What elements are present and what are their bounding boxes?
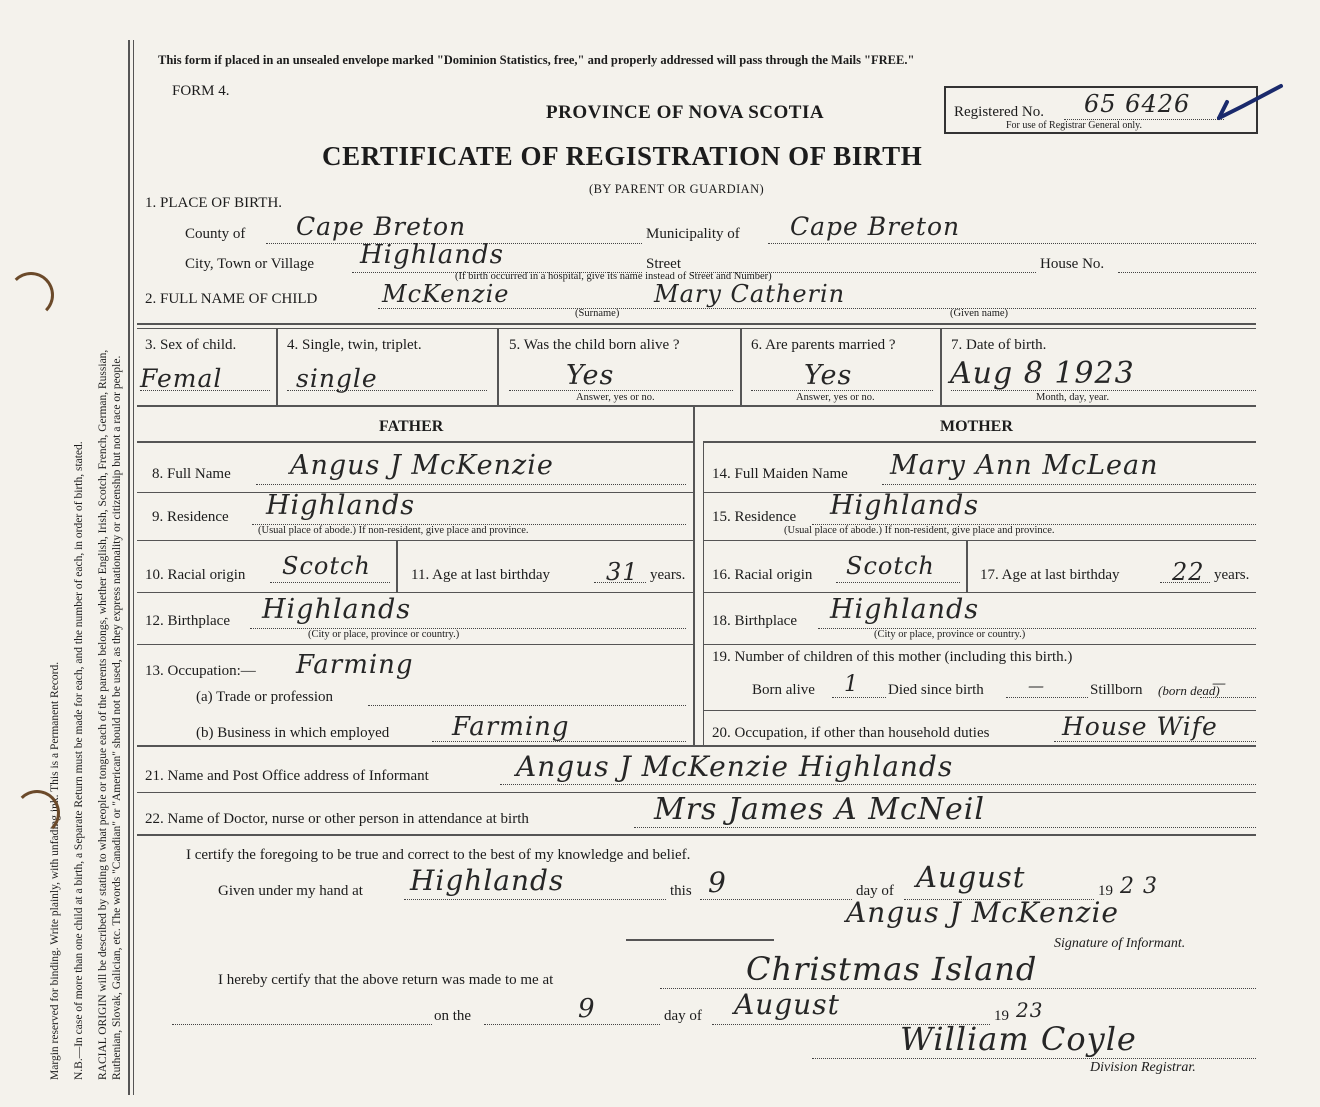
rule-certification-top xyxy=(137,834,1256,836)
given-day-value: 9 xyxy=(708,866,727,899)
street-label: Street xyxy=(646,256,681,272)
father-trade-line xyxy=(368,705,686,706)
mother-residence-value: Highlands xyxy=(830,490,980,521)
father-business-label: (b) Business in which employed xyxy=(196,725,390,741)
rule-top-row-2 xyxy=(137,328,1256,329)
father-rule-4 xyxy=(137,644,693,645)
father-trade-label: (a) Trade or profession xyxy=(196,689,334,705)
date-of-birth-value: Aug 8 1923 xyxy=(950,356,1135,391)
father-birthplace-label: 12. Birthplace xyxy=(145,613,230,629)
margin-note-2: N.B.—In case of more than one child at a birth, a Separate Return must be made for each, and the number of each, in order of birth, stated. xyxy=(73,441,85,1080)
mother-heading-rule xyxy=(703,441,1256,443)
short-rule xyxy=(626,939,774,941)
born-alive-count-label: Born alive xyxy=(752,682,815,698)
father-racial-label: 10. Racial origin xyxy=(145,567,246,583)
certificate-subtitle: (BY PARENT OR GUARDIAN) xyxy=(589,182,765,196)
stillborn-line xyxy=(1200,697,1256,698)
registrar-statement: I hereby certify that the above return was made to me at xyxy=(218,972,554,988)
father-rule-2 xyxy=(137,540,693,541)
county-label: County of xyxy=(185,226,246,242)
mother-rule-5 xyxy=(703,710,1256,711)
city-value: Highlands xyxy=(360,240,504,270)
father-occupation-label: 13. Occupation:— xyxy=(145,663,256,679)
binding-hole-top xyxy=(8,272,54,318)
mother-occupation-value: House Wife xyxy=(1062,712,1218,741)
sex-label: 3. Sex of child. xyxy=(145,337,237,353)
margin-rule xyxy=(128,40,130,1095)
margin-note-3: RACIAL ORIGIN will be described by stating to what people or tongue each of the parents belongs, whether English, Irish, Scotch, French, German, Russian, xyxy=(97,349,109,1080)
born-alive-line xyxy=(509,390,733,391)
died-since-birth-line xyxy=(1006,697,1088,698)
place-of-birth-heading: 1. PLACE OF BIRTH. xyxy=(145,195,283,211)
doctor-line xyxy=(634,827,1256,828)
parents-married-note: Answer, yes or no. xyxy=(796,392,875,403)
informant-line xyxy=(500,784,1256,785)
mother-birthplace-value: Highlands xyxy=(830,594,980,625)
children-count-label: 19. Number of children of this mother (including this birth.) xyxy=(712,649,1073,665)
parents-married-value: Yes xyxy=(804,360,853,391)
father-age-label: 11. Age at last birthday xyxy=(411,567,550,583)
father-occupation-value: Farming xyxy=(296,650,414,680)
father-heading-rule xyxy=(137,441,693,443)
date-of-birth-label: 7. Date of birth. xyxy=(951,337,1047,353)
father-rule-3 xyxy=(137,592,693,593)
form-number: FORM 4. xyxy=(172,83,230,99)
born-alive-value: Yes xyxy=(566,360,615,391)
mother-racial-label: 16. Racial origin xyxy=(712,567,813,583)
father-racial-value: Scotch xyxy=(282,552,371,580)
father-birthplace-note: (City or place, province or country.) xyxy=(308,629,460,640)
given-day-line xyxy=(700,899,852,900)
house-no-label: House No. xyxy=(1040,256,1105,272)
mother-age-value: 22 xyxy=(1172,558,1205,586)
mother-residence-label: 15. Residence xyxy=(712,509,797,525)
mother-occupation-line xyxy=(1054,741,1256,742)
informant-signature: Angus J McKenzie xyxy=(846,896,1120,929)
registrar-day-value: 9 xyxy=(578,994,596,1024)
father-heading: FATHER xyxy=(379,418,444,435)
child-name-line xyxy=(378,308,1256,309)
father-residence-value: Highlands xyxy=(266,490,416,521)
center-divider xyxy=(693,405,695,745)
multiple-birth-line xyxy=(287,390,487,391)
date-of-birth-line xyxy=(951,390,1256,391)
registrar-day-of-label: day of xyxy=(664,1008,702,1024)
father-name-label: 8. Full Name xyxy=(152,466,231,482)
divider-4-5 xyxy=(497,328,499,406)
mother-racial-value: Scotch xyxy=(846,552,935,580)
child-given-value: Mary Catherin xyxy=(654,280,846,308)
mother-left-rule xyxy=(703,441,704,745)
stillborn-note: (born dead) xyxy=(1158,683,1220,698)
divider-3-4 xyxy=(276,328,278,406)
stillborn-label: Stillborn xyxy=(1090,682,1143,698)
registered-no-label: Registered No. xyxy=(954,104,1044,120)
born-alive-note: Answer, yes or no. xyxy=(576,392,655,403)
father-age-value: 31 xyxy=(606,558,639,586)
margin-note-4: Ruthenian, Slovak, Galician, etc. The words "Canadian" or "American" should not be used, as they express nationality or citizenship but not a race or people. xyxy=(111,355,123,1080)
margin-note-1: Margin reserved for binding. Write plainly, with unfading ink. This is a Permanent Record. xyxy=(49,661,61,1080)
given-year-value: 2 3 xyxy=(1120,874,1158,899)
rule-informant-top xyxy=(137,745,1256,747)
informant-signature-label: Signature of Informant. xyxy=(1054,936,1186,951)
father-residence-note: (Usual place of abode.) If non-resident, give place and province. xyxy=(258,525,529,536)
sex-value: Femal xyxy=(140,364,223,393)
father-birthplace-value: Highlands xyxy=(262,594,412,625)
rule-top-row xyxy=(137,323,1256,325)
registrar-signature-line xyxy=(812,1058,1256,1059)
hospital-note: (If birth occurred in a hospital, give its name instead of Street and Number) xyxy=(455,271,772,282)
born-alive-label: 5. Was the child born alive ? xyxy=(509,337,680,353)
doctor-value: Mrs James A McNeil xyxy=(654,792,985,827)
surname-note: (Surname) xyxy=(575,308,620,319)
day-of-label: day of xyxy=(856,883,894,899)
municipality-label: Municipality of xyxy=(646,226,740,242)
checkmark-icon xyxy=(1215,80,1285,125)
mail-notice: This form if placed in an unsealed envelope marked "Dominion Statistics, free," and properly addressed will pass through the Mails "FREE." xyxy=(158,53,915,67)
mother-residence-note: (Usual place of abode.) If non-resident, give place and province. xyxy=(784,525,1055,536)
registrar-place-value: Christmas Island xyxy=(746,950,1038,988)
city-label: City, Town or Village xyxy=(185,256,315,272)
registrar-month-value: August xyxy=(734,988,840,1021)
multiple-birth-value: single xyxy=(296,364,378,393)
mother-racial-line xyxy=(836,582,960,583)
child-surname-value: McKenzie xyxy=(382,280,510,308)
died-since-birth-value: — xyxy=(1028,676,1045,695)
rule-parents-top xyxy=(137,405,1256,407)
mother-birthplace-label: 18. Birthplace xyxy=(712,613,797,629)
father-name-line xyxy=(256,484,686,485)
given-name-note: (Given name) xyxy=(950,308,1009,319)
municipality-line xyxy=(768,243,1256,244)
father-business-value: Farming xyxy=(452,712,570,742)
mother-heading: MOTHER xyxy=(940,418,1013,435)
sex-line xyxy=(140,390,270,391)
on-the-lead-line xyxy=(172,1024,432,1025)
house-no-line xyxy=(1118,272,1256,273)
given-place-line xyxy=(404,899,666,900)
binding-hole-bottom xyxy=(14,790,60,836)
born-alive-count-value: 1 xyxy=(844,672,859,697)
father-racial-divider xyxy=(396,541,398,593)
divider-6-7 xyxy=(940,328,942,406)
parents-married-line xyxy=(751,390,933,391)
county-value: Cape Breton xyxy=(296,212,467,241)
mother-rule-1 xyxy=(703,492,1256,493)
registrar-year-prefix: 19 xyxy=(994,1008,1009,1024)
registrar-day-line xyxy=(484,1024,660,1025)
born-alive-count-line xyxy=(832,697,886,698)
given-month-value: August xyxy=(916,860,1026,894)
registrar-year-value: 23 xyxy=(1016,998,1044,1022)
given-under-hand-label: Given under my hand at xyxy=(218,883,363,899)
mother-rule-3 xyxy=(703,592,1256,593)
stillborn-value: — xyxy=(1212,676,1227,692)
certificate-title: CERTIFICATE OF REGISTRATION OF BIRTH xyxy=(322,141,923,171)
mother-name-line xyxy=(882,484,1256,485)
registrar-general-note: For use of Registrar General only. xyxy=(1006,120,1142,131)
mother-age-label: 17. Age at last birthday xyxy=(980,567,1120,583)
doctor-label: 22. Name of Doctor, nurse or other person in attendance at birth xyxy=(145,811,529,827)
father-racial-line xyxy=(270,582,390,583)
mother-name-label: 14. Full Maiden Name xyxy=(712,466,848,482)
registrar-signature: William Coyle xyxy=(900,1020,1137,1058)
this-label: this xyxy=(670,883,692,899)
certify-statement: I certify the foregoing to be true and correct to the best of my knowledge and belief. xyxy=(186,847,691,863)
father-name-value: Angus J McKenzie xyxy=(290,450,554,481)
parents-married-label: 6. Are parents married ? xyxy=(751,337,896,353)
registered-no-value: 65 6426 xyxy=(1084,90,1191,118)
informant-label: 21. Name and Post Office address of Informant xyxy=(145,768,429,784)
mother-rule-4 xyxy=(703,644,1256,645)
given-year-prefix: 19 xyxy=(1098,883,1113,899)
mother-occupation-label: 20. Occupation, if other than household duties xyxy=(712,725,990,741)
mother-age-unit: years. xyxy=(1214,567,1250,583)
informant-value: Angus J McKenzie Highlands xyxy=(516,750,954,783)
on-the-label: on the xyxy=(434,1008,472,1024)
given-place-value: Highlands xyxy=(410,864,565,897)
father-age-unit: years. xyxy=(650,567,686,583)
margin-rule-inner xyxy=(133,40,134,1095)
mother-rule-2 xyxy=(703,540,1256,541)
multiple-birth-label: 4. Single, twin, triplet. xyxy=(287,337,422,353)
died-since-birth-label: Died since birth xyxy=(888,682,984,698)
province-heading: PROVINCE OF NOVA SCOTIA xyxy=(546,102,825,123)
mother-name-value: Mary Ann McLean xyxy=(890,450,1159,481)
registration-box xyxy=(944,86,1258,134)
municipality-value: Cape Breton xyxy=(790,212,961,241)
mother-birthplace-note: (City or place, province or country.) xyxy=(874,629,1026,640)
division-registrar-label: Division Registrar. xyxy=(1090,1060,1196,1075)
date-of-birth-note: Month, day, year. xyxy=(1036,392,1110,403)
mother-racial-divider xyxy=(966,541,968,593)
child-name-label: 2. FULL NAME OF CHILD xyxy=(145,291,318,307)
father-residence-label: 9. Residence xyxy=(152,509,229,525)
divider-5-6 xyxy=(740,328,742,406)
